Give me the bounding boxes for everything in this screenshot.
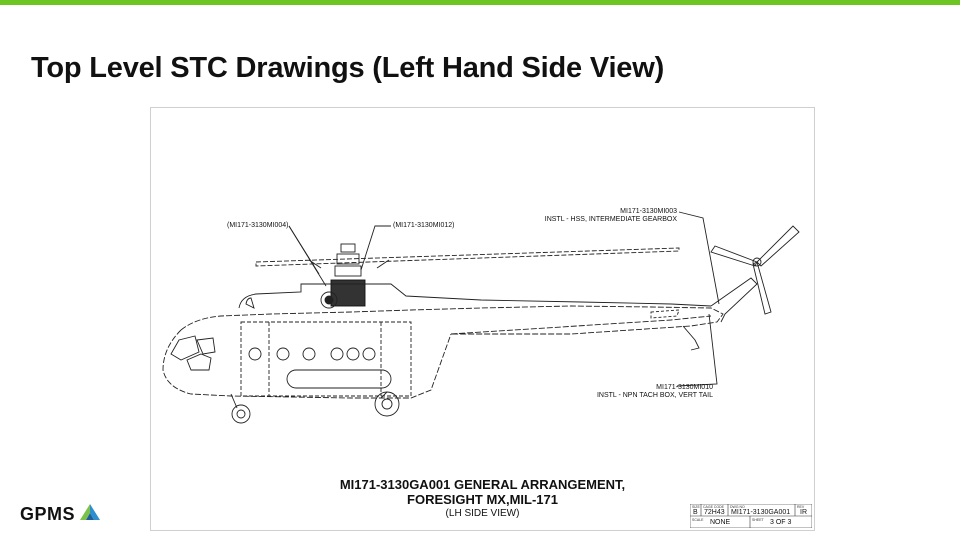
gpms-logo — [20, 503, 101, 526]
callout-mi003-number: MI171-3130MI003 — [620, 208, 677, 215]
fuel-tank — [287, 370, 391, 388]
fuselage-outline — [181, 306, 723, 334]
cage-value: 72H43 — [704, 509, 725, 516]
size-value: B — [693, 509, 698, 516]
cage-label: CAGE CODE — [703, 505, 725, 509]
general-arrangement-subtitle: FORESIGHT MX,MIL-171 — [407, 492, 558, 507]
sheet-label: SHEET — [752, 518, 764, 522]
scale-value: NONE — [710, 519, 731, 526]
dwg-value: MI171-3130GA001 — [731, 509, 791, 516]
sheet-value: 3 OF 3 — [770, 519, 792, 526]
callout-mi010-desc: INSTL - NPN TACH BOX, VERT TAIL — [596, 392, 713, 399]
callout-mi004: (MI171-3130MI004) — [227, 222, 289, 229]
callout-mi012: (MI171-3130MI012) — [393, 222, 455, 229]
scale-label: SCALE — [692, 518, 704, 522]
rev-value: IR — [800, 509, 807, 516]
page-title: Top Level STC Drawings (Left Hand Side View) — [31, 52, 665, 84]
tail-rotor — [711, 226, 799, 314]
horizontal-stabilizer — [651, 310, 679, 318]
rev-label: REV — [797, 505, 805, 509]
gpms-logo-icon — [79, 503, 101, 526]
cabin-windows — [249, 348, 375, 360]
engine-cowling — [239, 284, 711, 308]
title-block — [690, 504, 812, 528]
view-caption: (LH SIDE VIEW) — [445, 508, 520, 519]
top-accent-bar — [0, 0, 960, 5]
helicopter-lh-side-view — [151, 108, 814, 530]
general-arrangement-title: MI171-3130GA001 GENERAL ARRANGEMENT, — [339, 477, 626, 492]
main-rotor-blade — [256, 248, 679, 266]
callout-mi010-number: MI171-3130MI010 — [656, 384, 713, 391]
dwg-label: DWG NO — [730, 505, 745, 509]
callout-mi003-desc: INSTL - HSS, INTERMEDIATE GEARBOX — [544, 216, 677, 223]
nose-wheel — [232, 405, 250, 423]
size-label: SIZE — [692, 505, 700, 509]
rotor-hub — [309, 244, 389, 308]
logo-text: GPMS — [20, 504, 76, 524]
cockpit-windows — [171, 336, 211, 370]
engineering-drawing — [150, 107, 815, 531]
tail-boom — [451, 316, 711, 334]
